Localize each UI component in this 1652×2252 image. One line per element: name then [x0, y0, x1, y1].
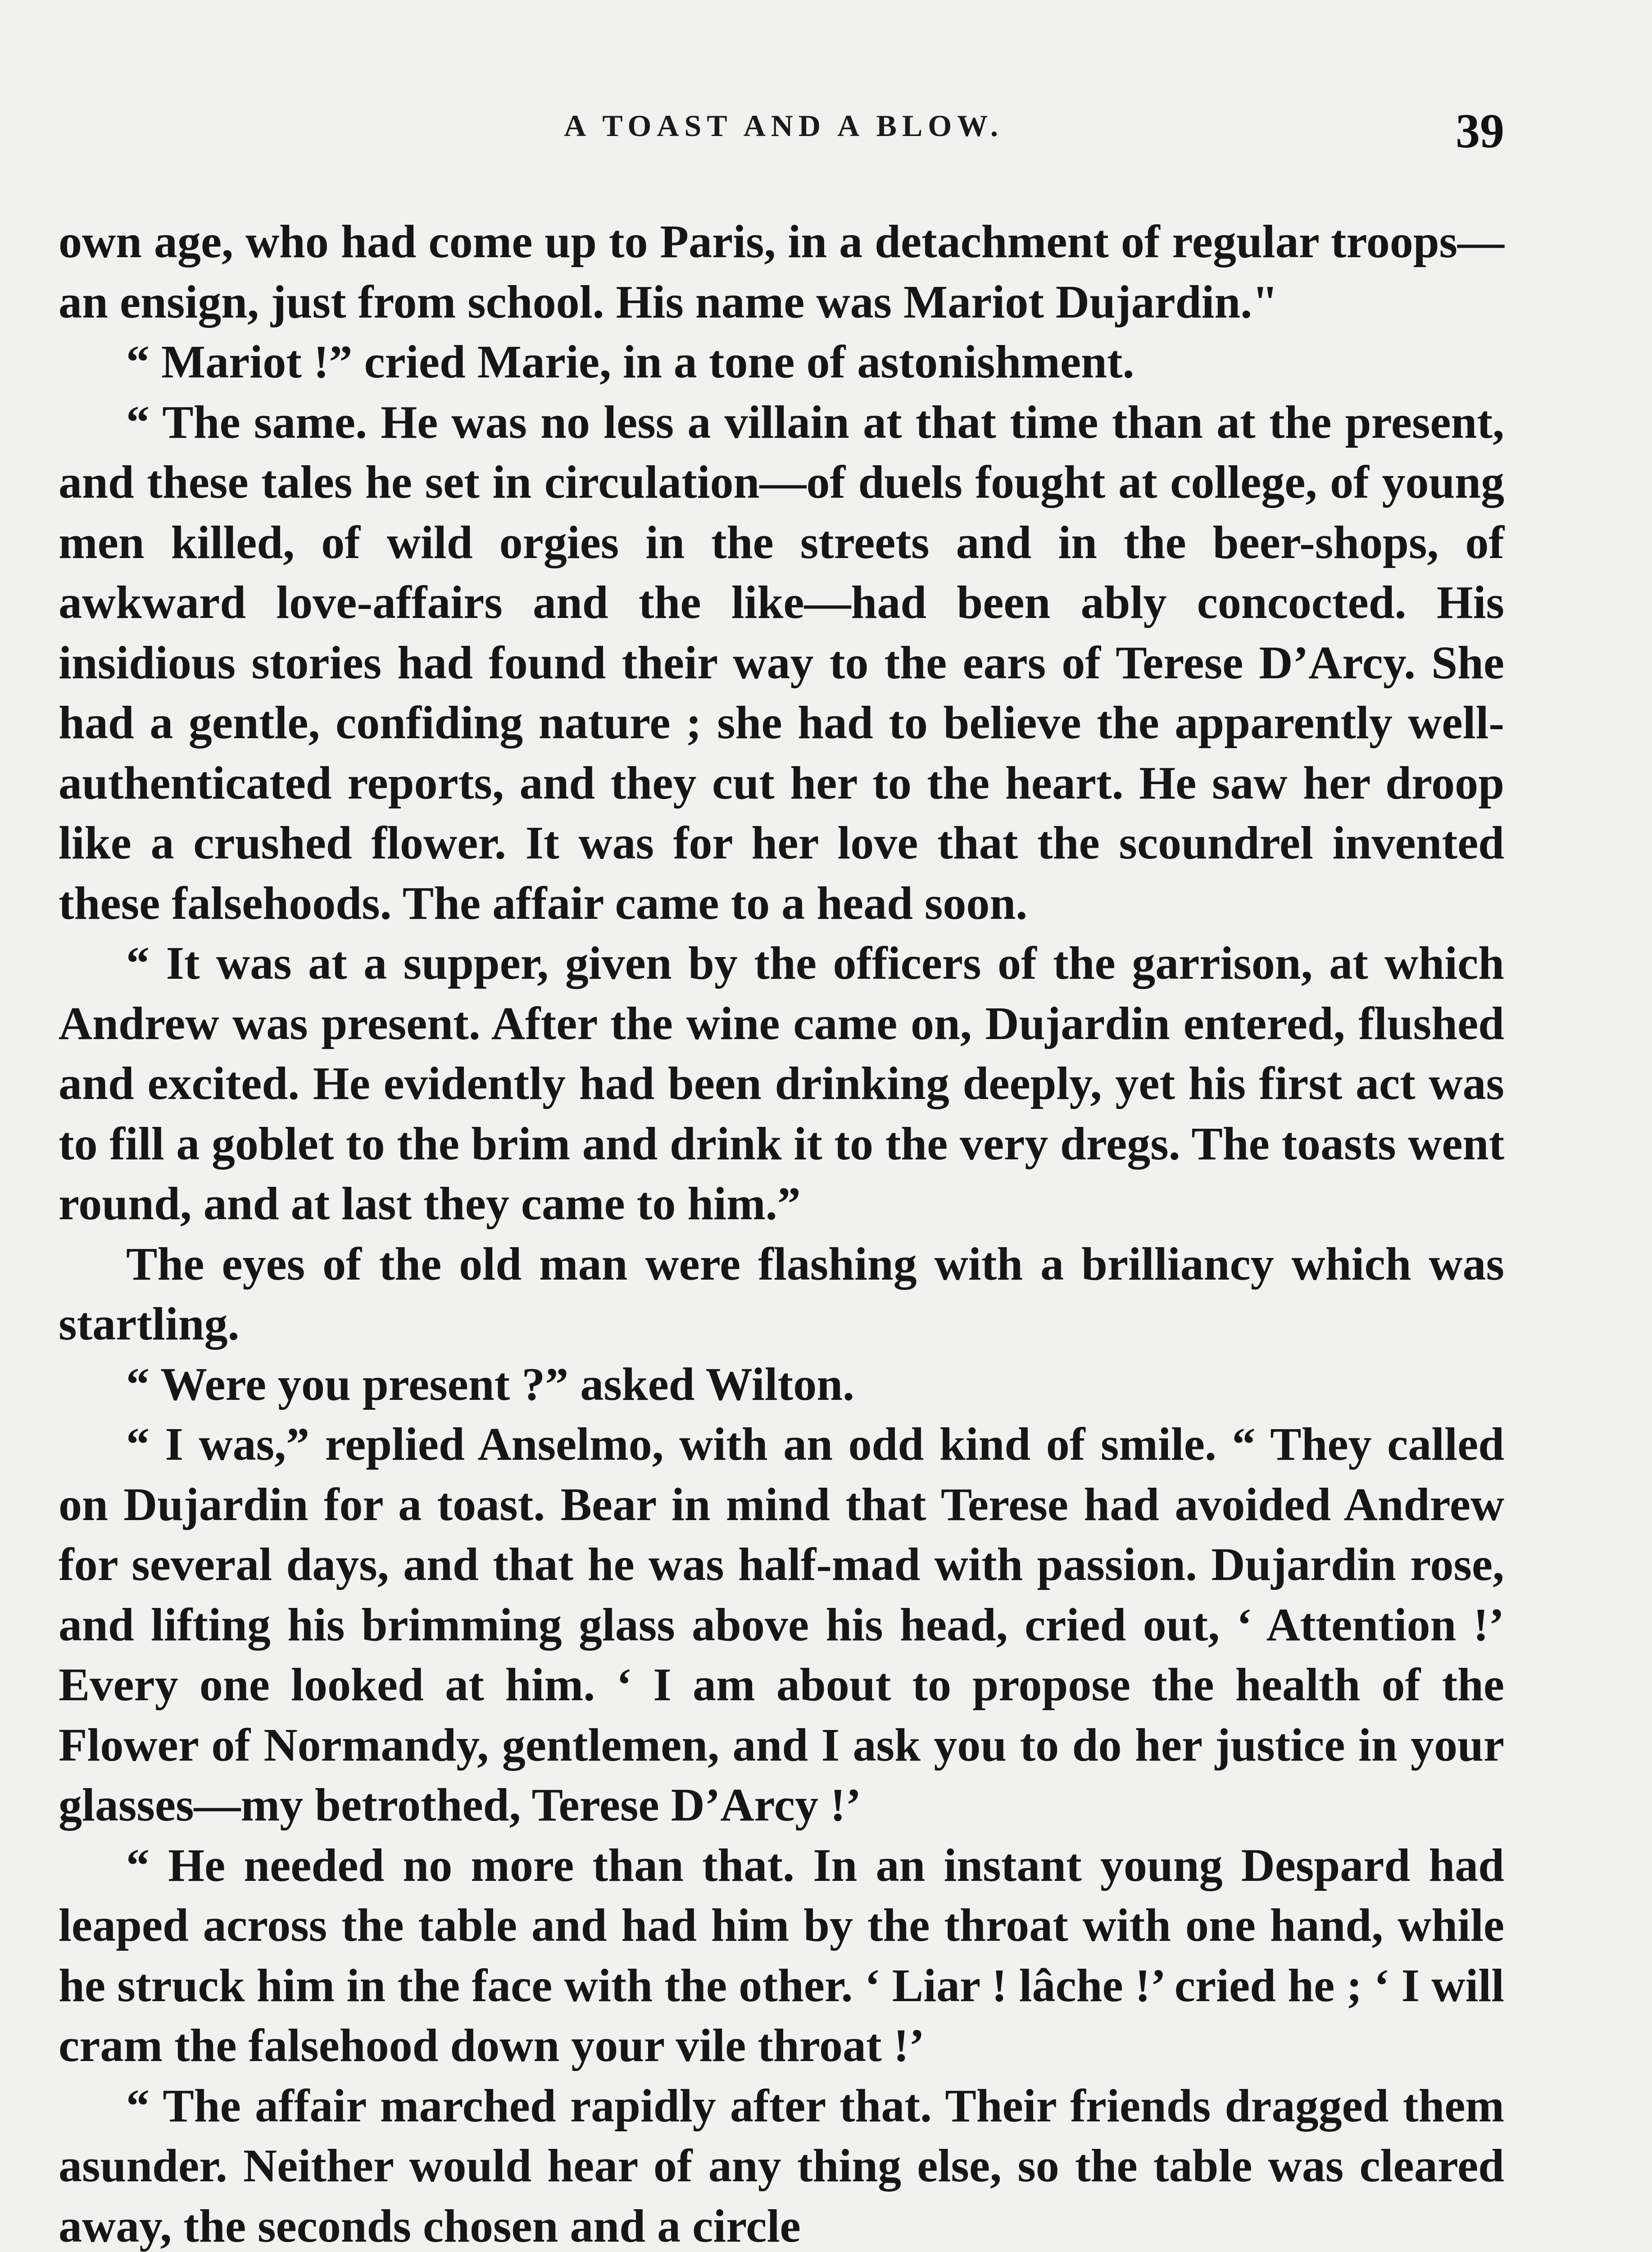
paragraph-3: “ The same. He was no less a villain at that time than at the present, and these tales he set in circulation—of duels fought at college, of young men killed, of wild orgies in the streets and in the beer-shops, of awkward love-affairs and the like—had been ably concocted. His insidious stories had found their way to the ears of Terese D’Arcy. She had a gentle, confiding nature ; she had to believe the apparently well-authenticated reports, and they cut her to the heart. He saw her droop like a crushed flower. It was for her love that the scoundrel invented these falsehoods. The affair came to a head soon. — [59, 396, 1504, 929]
paragraph-2: “ Mariot !” cried Marie, in a tone of astonishment. — [126, 336, 1135, 388]
paragraph-4: “ It was at a supper, given by the officers of the garrison, at which Andrew was present. After the wine came on, Dujardin entered, flushed and excited. He evidently had been drinking deeply, yet his first act was to fill a goblet to the brim and drink it to the very dregs. The toasts went round, and at last they came to him.” — [59, 937, 1504, 1230]
paragraph-9: “ The affair marched rapidly after that. Their friends dragged them asunder. Neither would hear of any thing else, so the table was cleared away, the seconds chosen and a circle — [59, 2079, 1504, 2252]
paragraph-6: “ Were you present ?” asked Wilton. — [126, 1358, 855, 1410]
page-header — [63, 104, 1504, 162]
page-number: 39 — [1456, 104, 1504, 158]
body-text — [59, 212, 1504, 2252]
paragraph-5: The eyes of the old man were flashing with a brilliancy which was startling. — [59, 1238, 1504, 1350]
paragraph-8: “ He needed no more than that. In an instant young Despard had leaped across the table and had him by the throat with one hand, while he struck him in the face with the other. ‘ Liar ! lâche !’ cried he ; ‘ I will cram the falsehood down your vile throat !’ — [59, 1839, 1504, 2071]
paragraph-7: “ I was,” replied Anselmo, with an odd kind of smile. “ They called on Dujardin for a toast. Bear in mind that Terese had avoided Andrew for several days, and that he was half-mad with passion. Dujardin rose, and lifting his brimming glass above his head, cried out, ‘ Attention !’ Every one looked at him. ‘ I am about to propose the health of the Flower of Normandy, gentlemen, and I ask you to do her justice in your glasses—my betrothed, Terese D’Arcy !’ — [59, 1418, 1504, 1831]
running-head: A TOAST AND A BLOW. — [564, 109, 1003, 143]
paragraph-1: own age, who had come up to Paris, in a detachment of regular troops—an ensign, just from school. His name was Mariot Dujardin." — [59, 216, 1504, 328]
